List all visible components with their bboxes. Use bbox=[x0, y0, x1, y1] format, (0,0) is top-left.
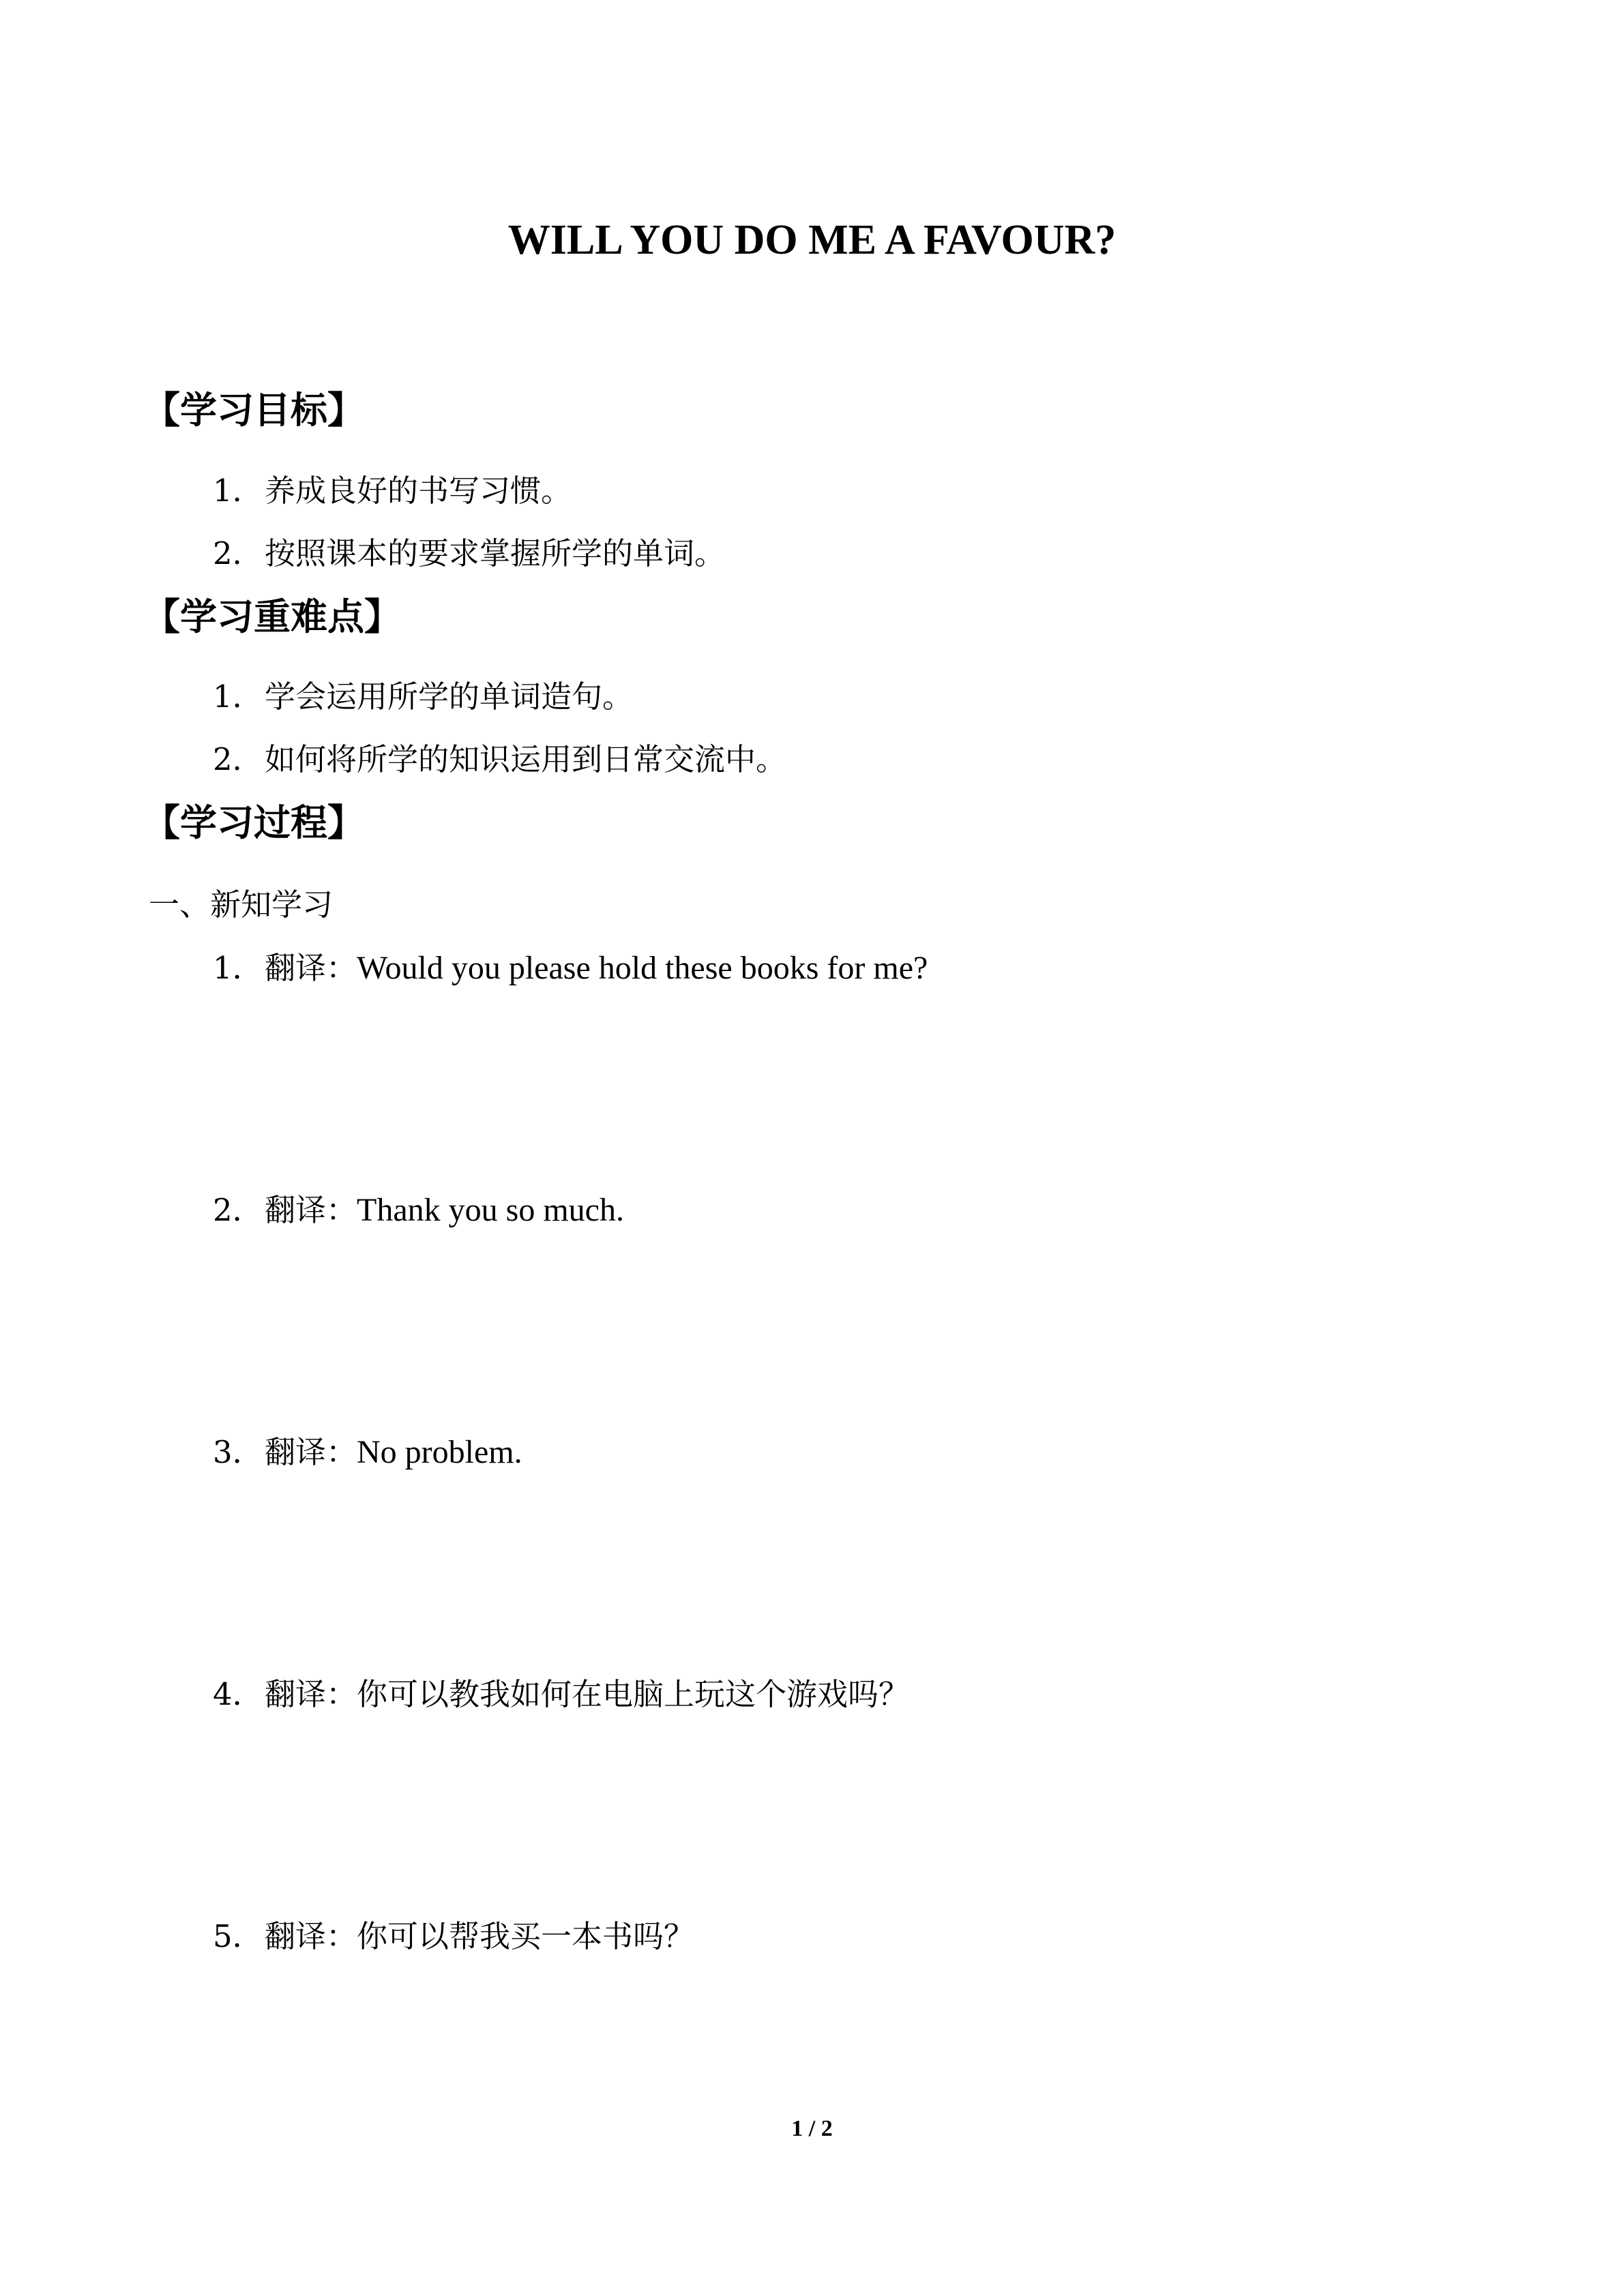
translation-item bbox=[213, 948, 928, 989]
translation-item bbox=[213, 1674, 909, 1715]
item-number: 1． bbox=[213, 950, 263, 986]
key-point-item bbox=[213, 676, 633, 717]
goal-item bbox=[213, 471, 572, 511]
key-point-item bbox=[213, 739, 786, 780]
item-number: 1． bbox=[213, 473, 263, 509]
item-number: 2． bbox=[213, 741, 263, 777]
translation-item bbox=[213, 1190, 624, 1231]
item-text: 按照课本的要求掌握所学的单词。 bbox=[265, 535, 726, 571]
item-text: No problem. bbox=[357, 1434, 522, 1470]
section-heading-learning-goals: 【学习目标】 bbox=[143, 389, 364, 432]
subsection-heading-new-knowledge: 一、新知学习 bbox=[149, 886, 334, 923]
goal-item bbox=[213, 533, 725, 574]
item-label: 翻译： bbox=[265, 1676, 357, 1712]
item-number: 4． bbox=[213, 1676, 263, 1712]
item-text: Thank you so much. bbox=[357, 1192, 624, 1228]
item-label: 翻译： bbox=[265, 950, 357, 986]
item-number: 3． bbox=[213, 1434, 263, 1470]
item-label: 翻译： bbox=[265, 1434, 357, 1470]
item-number: 5． bbox=[213, 1918, 263, 1954]
section-heading-key-points: 【学习重难点】 bbox=[143, 595, 401, 638]
document-title: WILL YOU DO ME A FAVOUR? bbox=[507, 217, 1117, 263]
item-text: 学会运用所学的单词造句。 bbox=[265, 679, 634, 715]
item-label: 翻译： bbox=[265, 1192, 357, 1228]
item-text: Would you please hold these books for me? bbox=[357, 950, 928, 986]
item-text: 如何将所学的知识运用到日常交流中。 bbox=[265, 741, 787, 777]
translation-item bbox=[213, 1916, 694, 1957]
item-text: 你可以帮我买一本书吗？ bbox=[357, 1918, 695, 1954]
section-heading-learning-process: 【学习过程】 bbox=[143, 801, 364, 844]
item-text: 养成良好的书写习惯。 bbox=[265, 473, 572, 509]
item-label: 翻译： bbox=[265, 1918, 357, 1954]
item-number: 2． bbox=[213, 535, 263, 571]
page-number: 1 / 2 bbox=[791, 2116, 833, 2141]
item-number: 1． bbox=[213, 679, 263, 715]
item-number: 2． bbox=[213, 1192, 263, 1228]
translation-item bbox=[213, 1432, 522, 1473]
item-text: 你可以教我如何在电脑上玩这个游戏吗？ bbox=[357, 1676, 910, 1712]
